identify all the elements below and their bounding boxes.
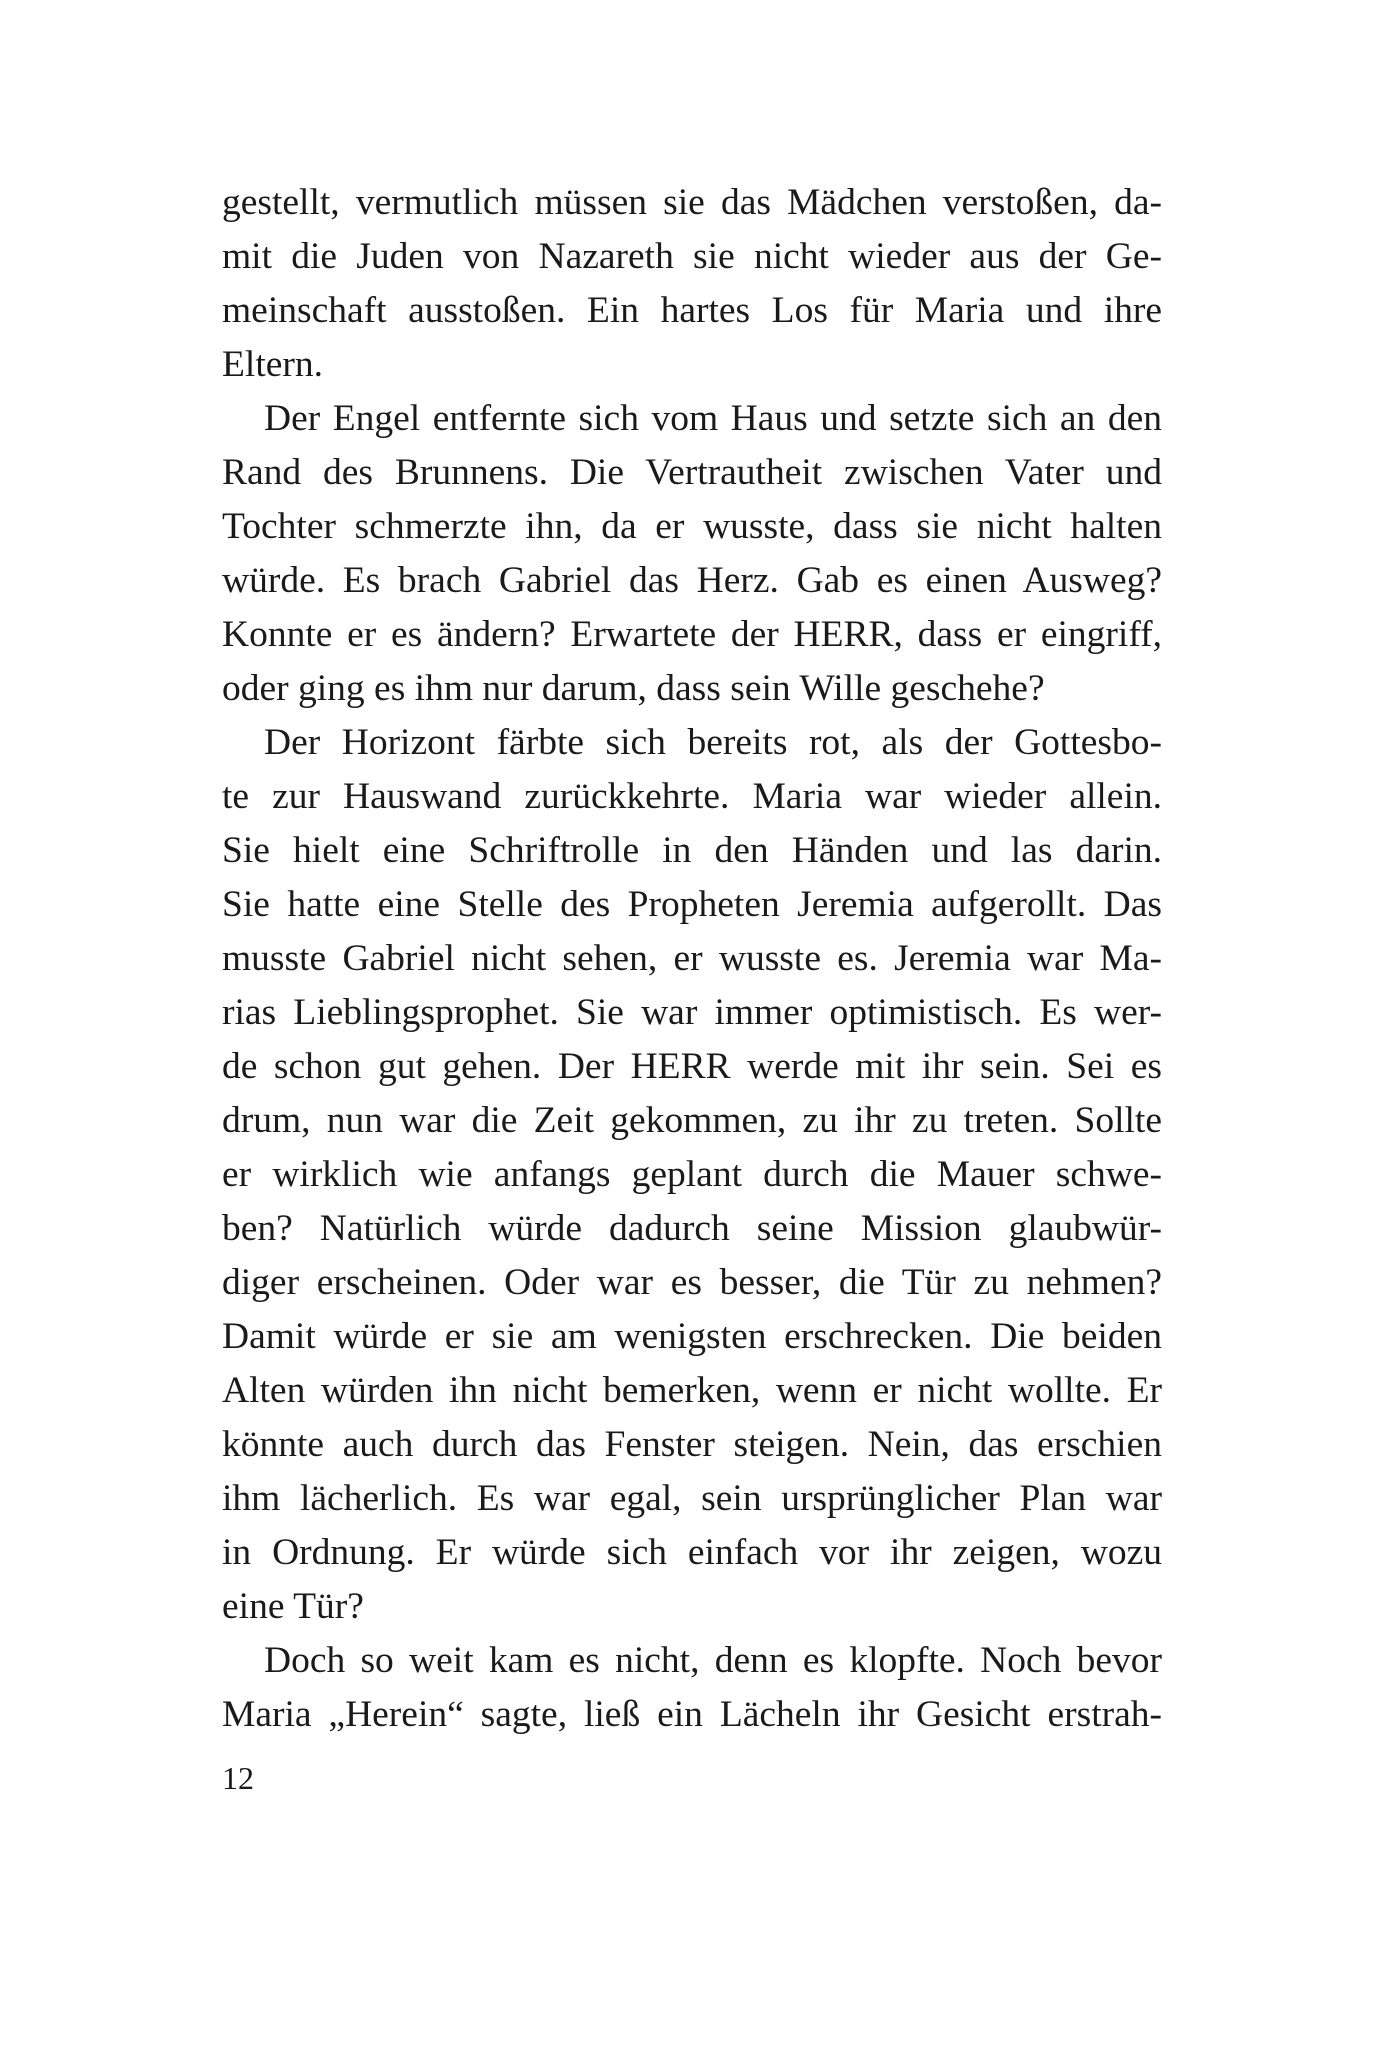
- text-line: eine Tür?: [222, 1586, 364, 1627]
- text-line: rias Lieblingsprophet. Sie war immer optimistisch. Es wer-: [222, 992, 1162, 1033]
- text-line: ben? Natürlich würde dadurch seine Mission glaubwür-: [222, 1208, 1162, 1249]
- paragraph: [222, 716, 1162, 1634]
- text-line: Tochter schmerzte ihn, da er wusste, dass sie nicht halten: [222, 506, 1162, 547]
- text-line: gestellt, vermutlich müssen sie das Mädchen verstoßen, da-: [222, 182, 1162, 223]
- text-line: diger erscheinen. Oder war es besser, die Tür zu nehmen?: [222, 1262, 1162, 1303]
- text-line: de schon gut gehen. Der HERR werde mit ihr sein. Sei es: [222, 1046, 1162, 1087]
- text-line: Rand des Brunnens. Die Vertrautheit zwischen Vater und: [222, 452, 1162, 493]
- text-line: drum, nun war die Zeit gekommen, zu ihr zu treten. Sollte: [222, 1100, 1162, 1141]
- text-line: in Ordnung. Er würde sich einfach vor ihr zeigen, wozu: [222, 1532, 1162, 1573]
- paragraph: [222, 176, 1162, 392]
- page-body: [222, 176, 1162, 1742]
- text-line: Doch so weit kam es nicht, denn es klopfte. Noch bevor: [264, 1640, 1162, 1681]
- text-line: er wirklich wie anfangs geplant durch die Mauer schwe-: [222, 1154, 1162, 1195]
- paragraph: [222, 392, 1162, 716]
- text-line: Maria „Herein“ sagte, ließ ein Lächeln ihr Gesicht erstrah-: [222, 1694, 1162, 1735]
- text-line: mit die Juden von Nazareth sie nicht wieder aus der Ge-: [222, 236, 1162, 277]
- text-line: meinschaft ausstoßen. Ein hartes Los für Maria und ihre: [222, 290, 1162, 331]
- text-line: Der Engel entfernte sich vom Haus und setzte sich an den: [264, 398, 1162, 439]
- text-line: würde. Es brach Gabriel das Herz. Gab es einen Ausweg?: [222, 560, 1162, 601]
- text-line: musste Gabriel nicht sehen, er wusste es. Jeremia war Ma-: [222, 938, 1162, 979]
- page-number: 12: [222, 1760, 254, 1796]
- text-line: könnte auch durch das Fenster steigen. Nein, das erschien: [222, 1424, 1162, 1465]
- text-line: Sie hielt eine Schriftrolle in den Händen und las darin.: [222, 830, 1162, 871]
- text-line: Sie hatte eine Stelle des Propheten Jeremia aufgerollt. Das: [222, 884, 1162, 925]
- text-line: Konnte er es ändern? Erwartete der HERR, dass er eingriff,: [222, 614, 1162, 655]
- text-line: oder ging es ihm nur darum, dass sein Wille geschehe?: [222, 668, 1045, 709]
- text-line: Alten würden ihn nicht bemerken, wenn er nicht wollte. Er: [222, 1370, 1162, 1411]
- paragraph: [222, 1634, 1162, 1742]
- text-line: te zur Hauswand zurückkehrte. Maria war wieder allein.: [222, 776, 1162, 817]
- text-line: Damit würde er sie am wenigsten erschrecken. Die beiden: [222, 1316, 1162, 1357]
- text-line: ihm lächerlich. Es war egal, sein ursprünglicher Plan war: [222, 1478, 1162, 1519]
- text-line: Der Horizont färbte sich bereits rot, als der Gottesbo-: [264, 722, 1162, 763]
- text-line: Eltern.: [222, 344, 324, 385]
